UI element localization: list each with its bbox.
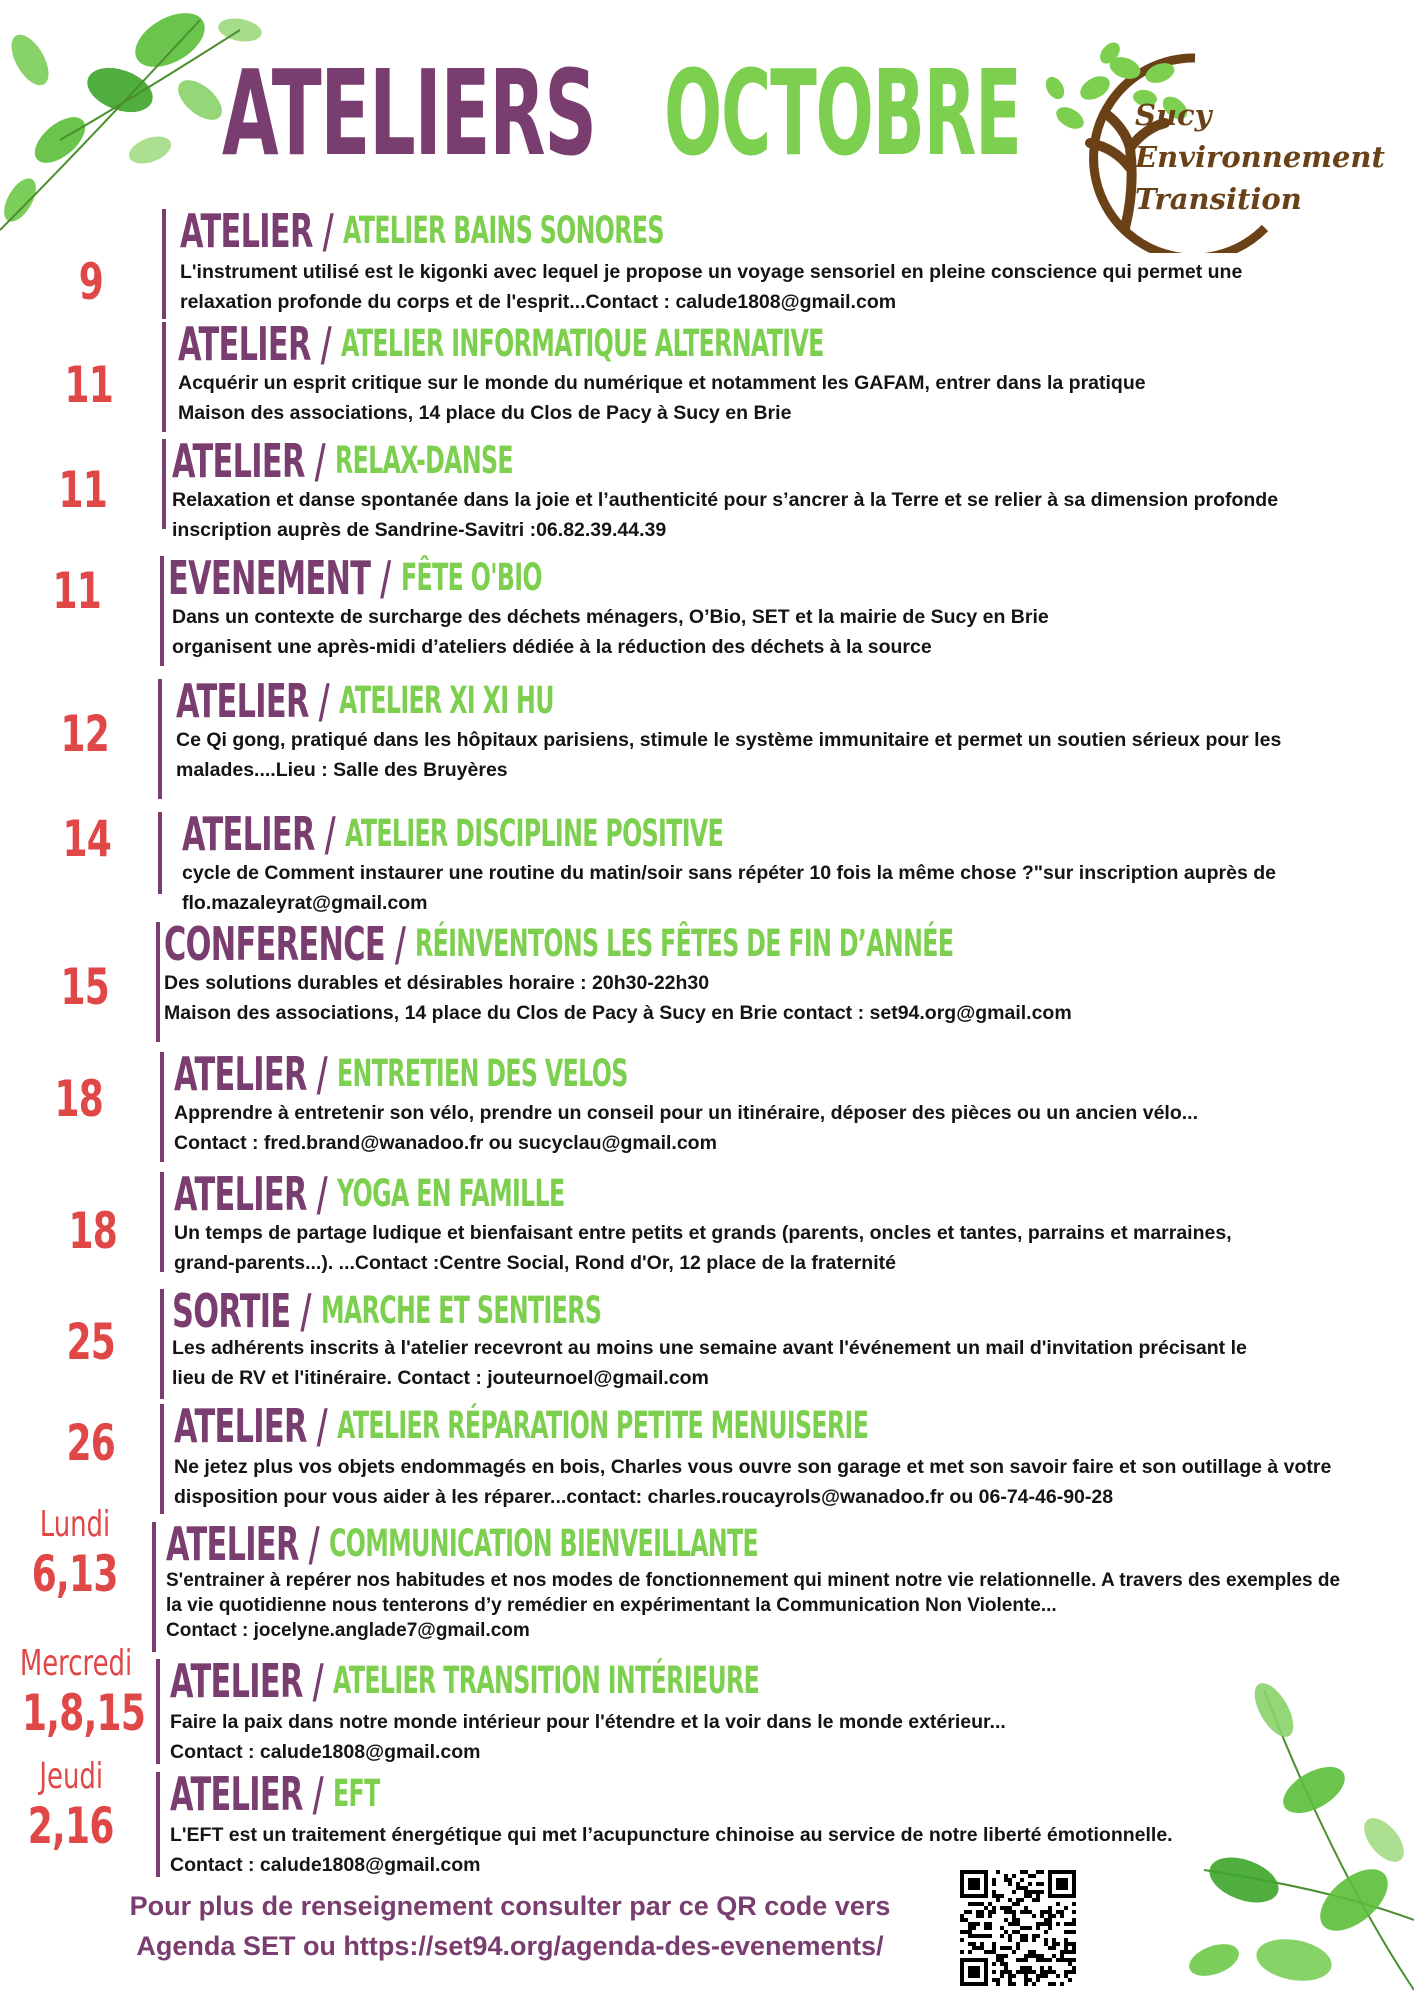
event-weekday: Mercredi bbox=[19, 1643, 133, 1684]
logo-word-environnement: Environnement bbox=[1135, 140, 1385, 174]
event-description-line: lieu de RV et l'itinéraire. Contact : jouteurnoel@gmail.com bbox=[172, 1367, 709, 1389]
event-description bbox=[174, 1452, 1331, 1512]
event-description-line: Contact : calude1808@gmail.com bbox=[170, 1741, 481, 1763]
event-description-line: Apprendre à entretenir son vélo, prendre un conseil pour un itinéraire, déposer des pièces ou un ancien vélo... bbox=[174, 1102, 1198, 1124]
event-heading bbox=[164, 917, 954, 971]
event-divider bbox=[162, 209, 166, 319]
event-divider bbox=[160, 1052, 164, 1162]
event-description-line: Les adhérents inscrits à l'atelier recevront au moins une semaine avant l'événement un mail d'invitation précisant le bbox=[172, 1337, 1247, 1359]
event-divider bbox=[160, 556, 164, 666]
event-weekday: Lundi bbox=[39, 1504, 111, 1545]
event-description-line: Dans un contexte de surcharge des déchets ménagers, O’Bio, SET et la mairie de Sucy en Brie bbox=[172, 606, 1049, 628]
event-category: ATELIER / bbox=[176, 674, 330, 728]
event-heading bbox=[174, 1167, 565, 1221]
event-title: ENTRETIEN DES VELOS bbox=[337, 1052, 628, 1095]
event-category: ATELIER / bbox=[174, 1399, 328, 1453]
event-description-line: Ne jetez plus vos objets endommagés en bois, Charles vous ouvre son garage et met son savoir faire et son outillage à votre bbox=[174, 1456, 1332, 1478]
event-description bbox=[172, 602, 1049, 662]
event-date bbox=[8, 461, 158, 519]
event-description-line: L'instrument utilisé est le kigonki avec lequel je propose un voyage sensoriel en pleine conscience qui permet une bbox=[180, 261, 1243, 283]
event-description-line: disposition pour vous aider à les réparer...contact: charles.roucayrols@wanadoo.fr ou 06-74-46-90-28 bbox=[174, 1486, 1114, 1508]
event-description-line: flo.mazaleyrat@gmail.com bbox=[182, 892, 428, 914]
event-date bbox=[16, 253, 166, 311]
event-day-number: 9 bbox=[78, 253, 104, 311]
event-description bbox=[180, 257, 1242, 317]
event-title: ATELIER TRANSITION INTÉRIEURE bbox=[333, 1659, 760, 1702]
event-description bbox=[182, 858, 1276, 918]
event-description-line: inscription auprès de Sandrine-Savitri :06.82.39.44.39 bbox=[172, 519, 667, 541]
event-heading bbox=[178, 317, 824, 371]
event-day-number: 2,16 bbox=[28, 1797, 114, 1855]
event-title: RELAX-DANSE bbox=[335, 439, 514, 482]
event-heading bbox=[174, 1047, 628, 1101]
event-date bbox=[4, 1070, 154, 1128]
event-title: FÊTE O'BIO bbox=[400, 556, 542, 599]
sucy-environnement-transition-logo bbox=[1025, 28, 1385, 253]
event-divider bbox=[160, 1172, 164, 1272]
event-description bbox=[174, 1098, 1198, 1158]
event-date bbox=[14, 356, 164, 414]
event-divider bbox=[158, 812, 162, 894]
event-day-number: 12 bbox=[60, 705, 110, 763]
event-description-line: la vie quotidienne nous tenterons d’y remédier en expérimentant la Communication Non Violente... bbox=[166, 1595, 1057, 1616]
event-category: ATELIER / bbox=[172, 434, 326, 488]
event-day-number: 1,8,15 bbox=[21, 1684, 146, 1742]
event-heading bbox=[182, 807, 724, 861]
event-description-line: malades....Lieu : Salle des Bruyères bbox=[176, 759, 508, 781]
event-day-number: 11 bbox=[64, 356, 114, 414]
event-description bbox=[172, 1333, 1247, 1393]
event-description-line: grand-parents...). ...Contact :Centre Social, Rond d'Or, 12 place de la fraternité bbox=[174, 1252, 896, 1274]
event-heading bbox=[170, 1768, 402, 1820]
event-day-number: 18 bbox=[54, 1070, 104, 1128]
event-category: CONFERENCE / bbox=[164, 917, 406, 971]
event-day-number: 25 bbox=[66, 1313, 116, 1371]
event-day-number: 18 bbox=[68, 1202, 118, 1260]
event-description-line: Contact : calude1808@gmail.com bbox=[170, 1854, 481, 1876]
event-description-line: Maison des associations, 14 place du Clos de Pacy à Sucy en Brie bbox=[178, 402, 792, 424]
event-heading bbox=[168, 551, 542, 605]
event-title: ATELIER DISCIPLINE POSITIVE bbox=[345, 812, 724, 855]
event-description-line: Ce Qi gong, pratiqué dans les hôpitaux parisiens, stimule le système immunitaire et permet un soutien sérieux pour les bbox=[176, 729, 1282, 751]
footer-line-2: Agenda SET ou https://set94.org/agenda-des-evenements/ bbox=[136, 1931, 884, 1961]
event-description-line: Contact : fred.brand@wanadoo.fr ou sucyclau@gmail.com bbox=[174, 1132, 717, 1154]
event-title: ATELIER INFORMATIQUE ALTERNATIVE bbox=[341, 322, 824, 365]
event-divider bbox=[160, 1289, 164, 1399]
event-description bbox=[178, 368, 1146, 428]
event-weekday: Jeudi bbox=[39, 1756, 103, 1797]
event-divider bbox=[156, 922, 160, 1042]
event-description bbox=[172, 485, 1278, 545]
title-octobre: OCTOBRE bbox=[664, 44, 1021, 182]
event-date bbox=[16, 1313, 166, 1371]
event-heading bbox=[170, 1654, 760, 1708]
event-divider bbox=[162, 439, 166, 529]
event-category: SORTIE / bbox=[172, 1284, 311, 1338]
event-date bbox=[2, 562, 152, 620]
event-description bbox=[176, 725, 1281, 785]
qr-code[interactable] bbox=[960, 1870, 1076, 1986]
event-category: ATELIER / bbox=[178, 317, 332, 371]
event-day-number: 6,13 bbox=[32, 1545, 118, 1603]
event-description-line: cycle de Comment instaurer une routine du matin/soir sans répéter 10 fois la même chose ?"sur inscription auprès de bbox=[182, 862, 1276, 884]
event-day-number: 11 bbox=[58, 461, 108, 519]
event-description-line: Un temps de partage ludique et bienfaisant entre petits et grands (parents, oncles et tantes, parrains et marraines, bbox=[174, 1222, 1232, 1244]
event-heading bbox=[172, 434, 514, 488]
event-description-line: Faire la paix dans notre monde intérieur pour l'étendre et la voir dans le monde extérieur... bbox=[170, 1711, 1006, 1733]
event-divider bbox=[152, 1522, 156, 1652]
event-category: ATELIER / bbox=[166, 1517, 320, 1571]
event-description bbox=[174, 1218, 1232, 1278]
event-description-line: organisent une après-midi d’ateliers dédiée à la réduction des déchets à la source bbox=[172, 636, 932, 658]
event-title: ATELIER XI XI HU bbox=[339, 679, 554, 722]
event-divider bbox=[162, 322, 166, 432]
event-category: ATELIER / bbox=[180, 204, 334, 258]
event-date bbox=[10, 705, 160, 763]
footer-info bbox=[100, 1886, 920, 1966]
event-category: ATELIER / bbox=[174, 1167, 328, 1221]
event-description bbox=[166, 1568, 1340, 1643]
event-description-line: Des solutions durables et désirables horaire : 20h30-22h30 bbox=[164, 972, 710, 994]
event-category: ATELIER / bbox=[170, 1654, 324, 1708]
event-day-number: 11 bbox=[52, 562, 102, 620]
event-date bbox=[0, 1756, 146, 1855]
event-heading bbox=[166, 1517, 759, 1571]
event-divider bbox=[158, 679, 162, 799]
event-description-line: Contact : jocelyne.anglade7@gmail.com bbox=[166, 1620, 530, 1641]
event-description-line: L'EFT est un traitement énergétique qui met l’acupuncture chinoise au service de notre liberté émotionnelle. bbox=[170, 1824, 1173, 1846]
event-title: ATELIER RÉPARATION PETITE MENUISERIE bbox=[337, 1404, 869, 1447]
event-category: EVENEMENT / bbox=[168, 551, 391, 605]
event-date bbox=[0, 1504, 150, 1603]
event-title: EFT bbox=[333, 1772, 380, 1815]
event-description-line: Acquérir un esprit critique sur le monde du numérique et notamment les GAFAM, entrer dans la pratique bbox=[178, 372, 1146, 394]
event-title: MARCHE ET SENTIERS bbox=[320, 1289, 602, 1332]
event-category: ATELIER / bbox=[174, 1047, 328, 1101]
leaves-decoration-bottom-right bbox=[1184, 1670, 1414, 2000]
event-divider bbox=[156, 1772, 160, 1877]
event-title: RÉINVENTONS LES FÊTES DE FIN D’ANNÉE bbox=[415, 922, 954, 965]
event-category: ATELIER / bbox=[182, 807, 336, 861]
event-day-number: 26 bbox=[66, 1414, 116, 1472]
logo-word-transition: Transition bbox=[1135, 182, 1302, 216]
event-heading bbox=[172, 1284, 602, 1338]
footer-line-1: Pour plus de renseignement consulter par ce QR code vers bbox=[129, 1891, 891, 1921]
event-date bbox=[18, 1202, 168, 1260]
event-heading bbox=[176, 674, 554, 728]
event-date bbox=[16, 1414, 166, 1472]
event-date bbox=[12, 810, 162, 868]
event-description-line: relaxation profonde du corps et de l'esprit...Contact : calude1808@gmail.com bbox=[180, 291, 897, 313]
event-divider bbox=[156, 1659, 160, 1764]
event-day-number: 15 bbox=[60, 958, 110, 1016]
event-title: COMMUNICATION BIENVEILLANTE bbox=[329, 1522, 759, 1565]
event-heading bbox=[180, 204, 664, 258]
event-category: ATELIER / bbox=[170, 1767, 324, 1821]
event-title: ATELIER BAINS SONORES bbox=[343, 209, 664, 252]
logo-word-sucy: Sucy bbox=[1135, 98, 1212, 132]
event-description-line: S'entrainer à repérer nos habitudes et nos modes de fonctionnement qui minent notre vie relationnelle. A travers des exemples de bbox=[166, 1570, 1341, 1591]
event-day-number: 14 bbox=[62, 810, 112, 868]
event-description bbox=[164, 968, 1072, 1028]
event-divider bbox=[160, 1404, 164, 1514]
event-heading bbox=[174, 1399, 869, 1453]
title-ateliers: ATELIERS bbox=[222, 44, 596, 182]
event-description-line: Relaxation et danse spontanée dans la joie et l’authenticité pour s’ancrer à la Terre et se relier à sa dimension profonde bbox=[172, 489, 1279, 511]
event-description-line: Maison des associations, 14 place du Clos de Pacy à Sucy en Brie contact : set94.org@gmail.com bbox=[164, 1002, 1072, 1024]
event-date bbox=[10, 958, 160, 1016]
event-description bbox=[170, 1707, 1006, 1767]
event-date bbox=[0, 1643, 148, 1742]
event-title: YOGA EN FAMILLE bbox=[337, 1172, 565, 1215]
